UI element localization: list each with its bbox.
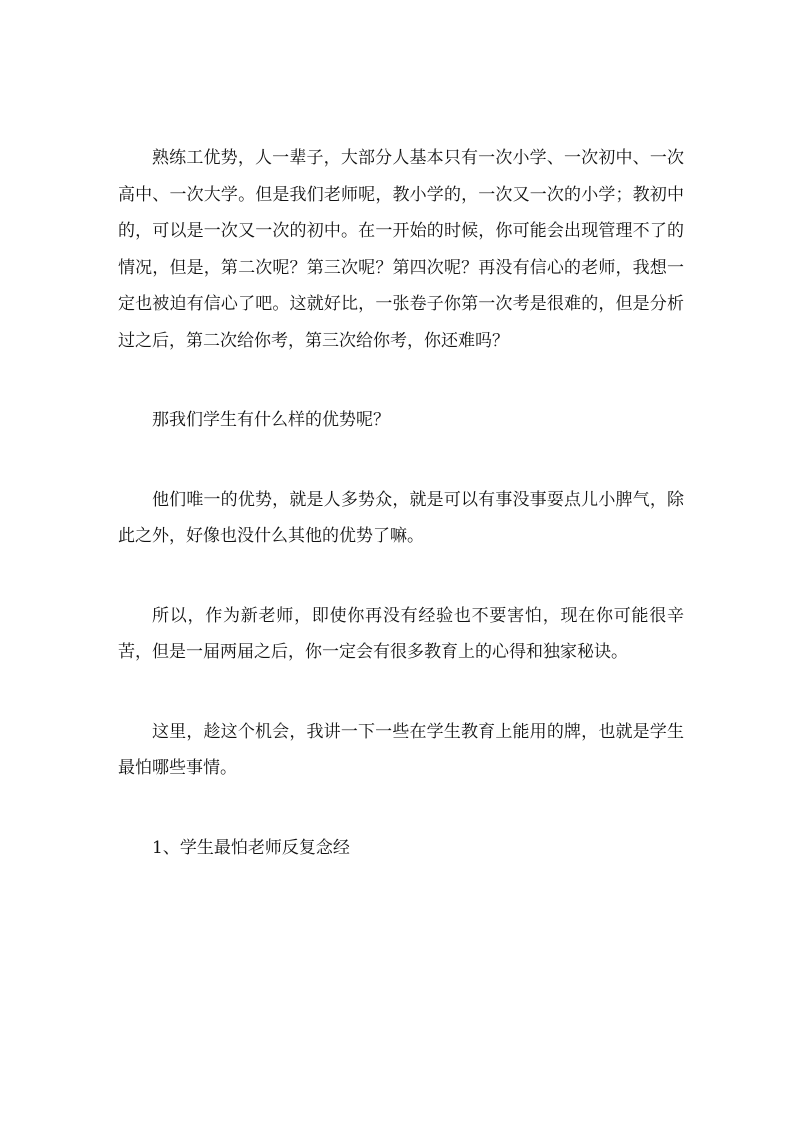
paragraph-gap [118,671,684,714]
document-body [118,140,684,866]
paragraph-introduction-to-cards: 这里，趁这个机会，我讲一下一些在学生教育上能用的牌，也就是学生最怕哪些事情。 [118,721,684,778]
paragraph-gap [118,555,684,598]
paragraph-student-only-advantage: 他们唯一的优势，就是人多势众，就是可以有事没事耍点儿小脾气，除此之外，好像也没什么其他的优势了嘛。 [118,489,684,546]
paragraph-gap [118,787,684,830]
paragraph-experienced-teacher-advantage: 熟练工优势，人一辈子，大部分人基本只有一次小学、一次初中、一次高中、一次大学。但是我们老师呢，教小学的，一次又一次的小学；教初中的，可以是一次又一次的初中。在一开始的时候，你可能会出现管理不了的情况，但是，第二次呢？第三次呢？第四次呢？再没有信心的老师，我想一定也被迫有信心了吧。这就好比，一张卷子你第一次考是很难的，但是分析过之后，第二次给你考，第三次给你考，你还难吗？ [118,148,684,351]
paragraph-gap [118,439,684,482]
paragraph-new-teacher-encouragement: 所以，作为新老师，即使你再没有经验也不要害怕，现在你可能很辛苦，但是一届两届之后，你一定会有很多教育上的心得和独家秘诀。 [118,605,684,662]
paragraph-student-advantage-question: 那我们学生有什么样的优势呢？ [152,410,390,430]
section-heading-1: 1、学生最怕老师反复念经 [152,837,350,858]
paragraph-gap [118,359,684,402]
